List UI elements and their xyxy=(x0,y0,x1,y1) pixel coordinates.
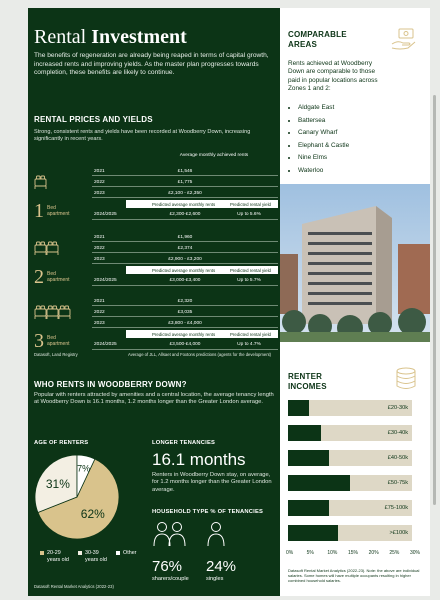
areas-heading-2: AREAS xyxy=(288,40,318,49)
prediction-header xyxy=(126,200,278,208)
income-bar xyxy=(288,525,338,541)
area-item: • Waterloo xyxy=(298,165,349,178)
who-source: Datasoft Rental Market Analytics (2022-23) xyxy=(34,584,114,589)
legend-swatch xyxy=(116,551,120,555)
income-bar-track xyxy=(288,450,412,466)
income-bar-track xyxy=(288,500,412,516)
income-axis-tick: 15% xyxy=(348,550,359,556)
rent-row xyxy=(92,254,278,264)
coin-stack-icon xyxy=(392,366,420,392)
rent-value: £2,900 - £3,200 xyxy=(168,257,202,262)
pie-legend-item: Other xyxy=(116,550,136,557)
bed-icon xyxy=(34,172,60,192)
area-item: • Battersea xyxy=(298,115,349,128)
rent-row xyxy=(92,177,278,187)
intro-text: The benefits of regeneration are already being reaped in terms of capital growth, increased rents and improving yields. As the master plan progresses towards completion, these benefits are likely to continue. xyxy=(34,52,269,77)
scrollbar[interactable] xyxy=(433,95,436,505)
rent-year: 2021 xyxy=(94,299,105,304)
prediction-header xyxy=(126,266,278,274)
rent-year: 2022 xyxy=(94,246,105,251)
apartment-type-label: Bed apartment xyxy=(47,271,70,283)
pred-yield-header: Predicted rental yield xyxy=(230,332,272,337)
legend-swatch xyxy=(40,551,44,555)
pie-slice-label: 7% xyxy=(77,463,91,474)
prediction-header xyxy=(126,330,278,338)
photo-caption-strip xyxy=(280,342,430,360)
couple-icon xyxy=(152,520,188,548)
income-axis-tick: 20% xyxy=(368,550,379,556)
renter-incomes-panel xyxy=(280,360,430,596)
pie-slice-label: 31% xyxy=(45,477,70,492)
rent-value: £2,320 xyxy=(177,299,193,304)
money-hand-icon xyxy=(390,26,418,52)
prediction-row xyxy=(92,209,278,220)
income-bar xyxy=(288,425,321,441)
pred-yield: Up to 4.7% xyxy=(237,342,261,347)
pred-rent: £2,300-£2,600 xyxy=(169,212,201,217)
prediction-row xyxy=(92,339,278,350)
rent-value: £1,775 xyxy=(177,180,193,185)
area-item: • Elephant & Castle xyxy=(298,140,349,153)
pred-yield-header: Predicted rental yield xyxy=(230,268,272,273)
income-bar xyxy=(288,400,309,416)
household-label-sharers: sharers/couple xyxy=(152,576,189,582)
apartment-beds-number: 3 xyxy=(34,330,44,352)
rent-row xyxy=(92,166,278,176)
building-photo xyxy=(280,184,430,342)
single-person-icon xyxy=(206,520,226,548)
tenancy-heading: LONGER TENANCIES xyxy=(152,440,216,446)
income-bar-track xyxy=(288,525,412,541)
rent-row xyxy=(92,296,278,306)
income-bar-label: £50-75k xyxy=(387,480,408,486)
pred-yield: Up to 5.7% xyxy=(237,278,261,283)
age-pie-chart xyxy=(32,452,122,542)
rent-year: 2023 xyxy=(94,191,105,196)
rent-row xyxy=(92,243,278,253)
pred-yield-header: Predicted rental yield xyxy=(230,202,272,207)
page-title: Rental Investment xyxy=(34,26,187,48)
pred-period: 2024/2025 xyxy=(94,342,117,347)
income-note: Datasoft Rental Market Analytics (2022-23). Note: the above are individual salaries. Some homes will have multiple occupants resulting in higher combined household salaries. xyxy=(288,568,420,583)
rent-year: 2022 xyxy=(94,180,105,185)
income-bar-label: £20-30k xyxy=(387,405,408,411)
rental-source-left: Datasoft, Land Registry xyxy=(34,352,78,357)
income-bar-label: £40-50k xyxy=(387,455,408,461)
income-bar-label: >£100k xyxy=(389,530,408,536)
avg-rents-header: Average monthly achieved rents xyxy=(179,153,249,158)
income-bar xyxy=(288,500,329,516)
income-bar xyxy=(288,450,329,466)
household-value-singles: 24% xyxy=(206,558,237,575)
tenancy-value: 16.1 months xyxy=(152,450,246,469)
areas-text: Rents achieved at Woodberry Down are comparable to those paid in popular locations across Zones 1 and 2: xyxy=(288,60,378,93)
pred-rent-header: Predicted average monthly rents xyxy=(152,268,216,273)
apartment-1-label xyxy=(34,172,88,232)
income-bar-track xyxy=(288,475,412,491)
rent-year: 2023 xyxy=(94,257,105,262)
area-item: • Aldgate East xyxy=(298,102,349,115)
pred-rent-header: Predicted average monthly rents xyxy=(152,202,216,207)
rent-year: 2023 xyxy=(94,321,105,326)
prediction-row xyxy=(92,275,278,286)
renters-section xyxy=(28,370,280,596)
income-axis-tick: 0% xyxy=(286,550,294,556)
pie-legend-item: 30-39 years old xyxy=(78,550,107,564)
household-value-sharers: 76% xyxy=(152,558,183,575)
areas-heading-1: COMPARABLE xyxy=(288,30,347,39)
comparable-areas-panel xyxy=(280,8,430,184)
rent-row xyxy=(92,318,278,328)
area-item: • Nine Elms xyxy=(298,152,349,165)
income-heading-1: RENTER xyxy=(288,372,323,381)
rent-row xyxy=(92,232,278,242)
income-bar-label: £30-40k xyxy=(387,430,408,436)
rental-heading: RENTAL PRICES AND YIELDS xyxy=(34,115,153,124)
rent-row xyxy=(92,188,278,198)
pred-rent: £3,000-£3,400 xyxy=(169,278,201,283)
income-axis-tick: 10% xyxy=(327,550,338,556)
income-axis-tick: 30% xyxy=(410,550,421,556)
pred-rent: £3,500-£4,000 xyxy=(169,342,201,347)
income-heading-2: INCOMES xyxy=(288,382,327,391)
household-heading: HOUSEHOLD TYPE % OF TENANCIES xyxy=(152,509,264,515)
rent-year: 2021 xyxy=(94,235,105,240)
brochure-page xyxy=(28,8,430,596)
who-heading: WHO RENTS IN WOODBERRY DOWN? xyxy=(34,380,187,389)
income-axis-tick: 25% xyxy=(389,550,400,556)
income-axis-tick: 5% xyxy=(306,550,314,556)
pred-period: 2024/2025 xyxy=(94,212,117,217)
income-bar-label: £75-100k xyxy=(384,505,408,511)
age-heading: AGE OF RENTERS xyxy=(34,440,89,446)
income-bar-track xyxy=(288,400,412,416)
rent-value: £1,546 xyxy=(177,169,193,174)
rent-year: 2021 xyxy=(94,169,105,174)
bed-icon xyxy=(34,302,84,322)
apartment-beds-number: 2 xyxy=(34,266,44,288)
rent-value: £2,374 xyxy=(177,246,193,251)
tenancy-text: Renters in Woodberry Down stay, on average, for 1.2 months longer than the Greater London average. xyxy=(152,472,272,493)
rent-row xyxy=(92,307,278,317)
rental-section xyxy=(28,8,280,370)
pie-legend-item: 20-29 years old xyxy=(40,550,69,564)
pie-slice-label: 62% xyxy=(80,506,105,521)
pred-period: 2024/2025 xyxy=(94,278,117,283)
apartment-type-label: Bed apartment xyxy=(47,335,70,347)
rent-value: £3,800 - £4,000 xyxy=(168,321,202,326)
rent-value: £2,100 - £2,350 xyxy=(168,191,202,196)
areas-list xyxy=(298,102,349,178)
rent-value: £3,035 xyxy=(177,310,193,315)
pred-rent-header: Predicted average monthly rents xyxy=(152,332,216,337)
household-label-singles: singles xyxy=(206,576,224,582)
who-subtext: Popular with renters attracted by amenities and a central location, the average tenancy length at Woodberry Down is 16.1 months, 1.2 months longer than the Greater London average. xyxy=(34,392,274,406)
apartment-2-label xyxy=(34,238,88,298)
rental-subtext: Strong, consistent rents and yields have been recorded at Woodberry Down, increasing significantly in recent years. xyxy=(34,129,251,143)
apartment-type-label: Bed apartment xyxy=(47,205,70,217)
pred-yield: Up to 5.6% xyxy=(237,212,261,217)
apartment-beds-number: 1 xyxy=(34,200,44,222)
bed-icon xyxy=(34,238,72,258)
legend-swatch xyxy=(78,551,82,555)
income-bar-track xyxy=(288,425,412,441)
income-bar xyxy=(288,475,350,491)
area-item: • Canary Wharf xyxy=(298,127,349,140)
rental-source-right: Average of JLL, Allsaet and Foxtons predictions (agents for the development) xyxy=(128,352,272,357)
rent-value: £1,960 xyxy=(177,235,193,240)
rent-year: 2022 xyxy=(94,310,105,315)
